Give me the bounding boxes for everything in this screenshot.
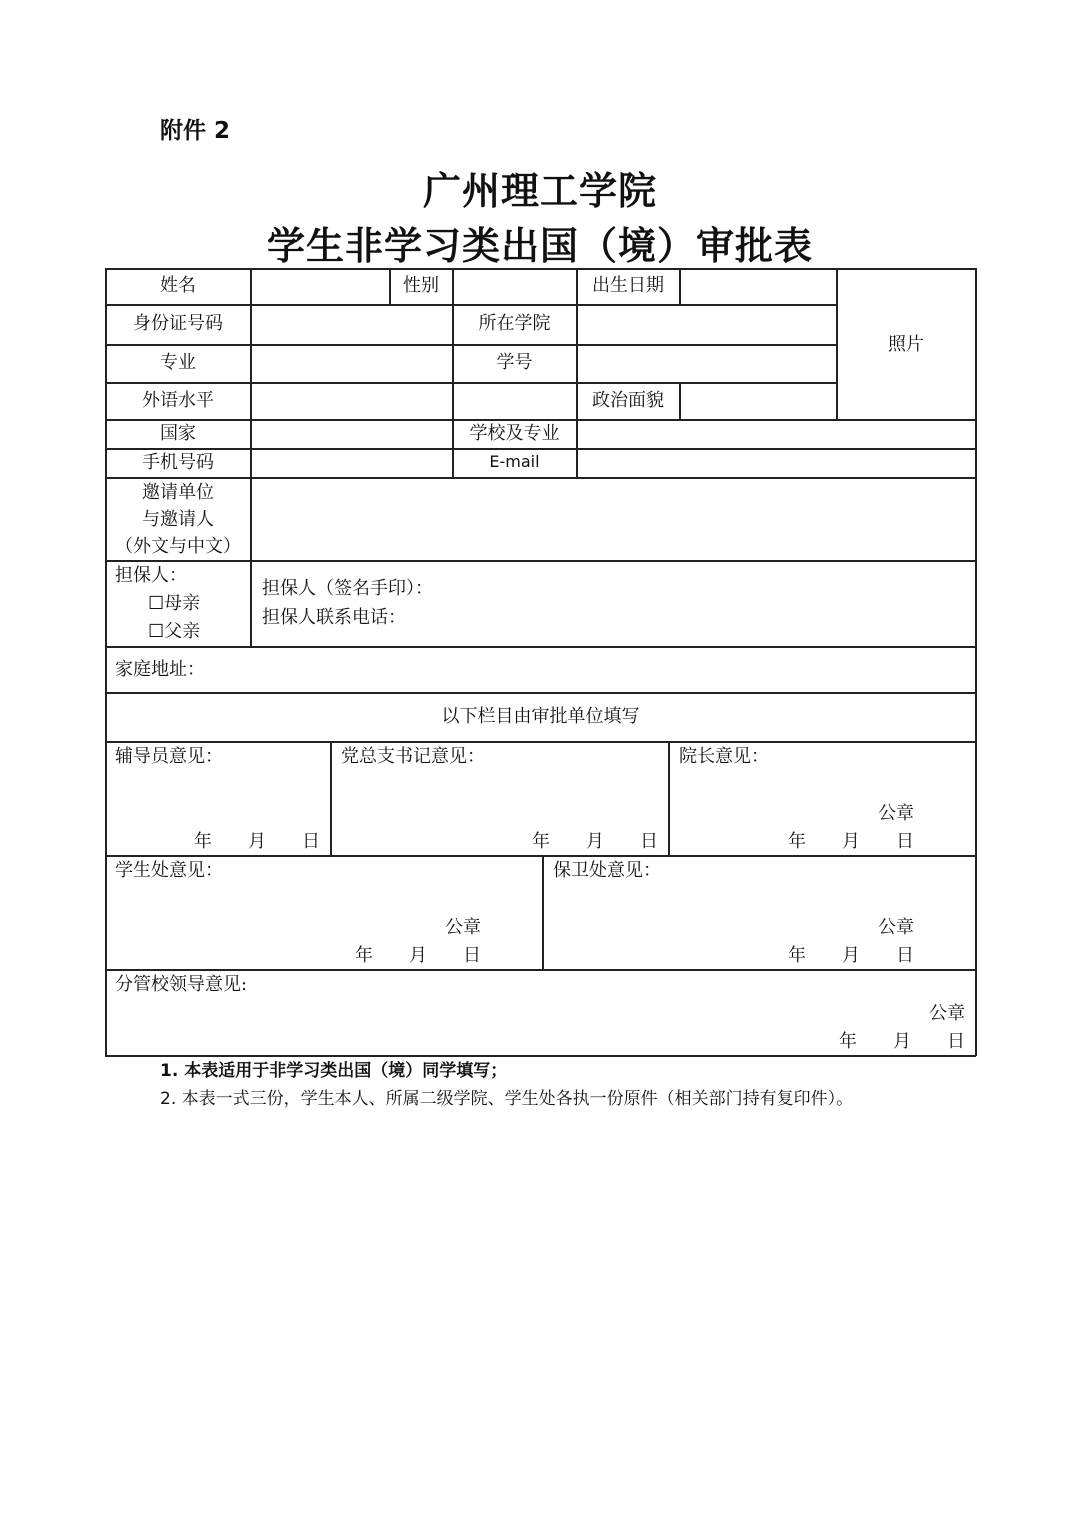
dean-seal: 公章 [878, 803, 914, 824]
label-party-secretary-opinion: 党总支书记意见： [341, 746, 485, 767]
school-leader-date: 年 月 日 [839, 1031, 965, 1052]
birth-date-field[interactable] [681, 270, 835, 303]
label-dean-opinion: 院长意见： [679, 746, 769, 767]
label-inviter-2: 与邀请人 [142, 509, 214, 530]
label-school-major: 学校及专业 [469, 423, 560, 444]
father-checkbox[interactable]: ☐父亲 [148, 621, 201, 642]
student-id-field[interactable] [578, 346, 835, 381]
label-security-opinion: 保卫处意见： [553, 860, 661, 881]
counselor-date: 年 月 日 [194, 831, 320, 852]
email-field[interactable] [578, 450, 974, 476]
label-college: 所在学院 [478, 313, 551, 334]
student-affairs-date: 年 月 日 [355, 945, 481, 966]
party-secretary-date: 年 月 日 [532, 831, 658, 852]
note-1: 1. 本表适用于非学习类出国（境）同学填写； [160, 1061, 508, 1081]
label-birth-date: 出生日期 [592, 275, 664, 296]
label-school-leader-opinion: 分管校领导意见: [115, 974, 248, 995]
label-name: 姓名 [160, 275, 196, 296]
security-date: 年 月 日 [788, 945, 914, 966]
home-address-field[interactable] [210, 648, 974, 691]
id-number-field[interactable] [252, 306, 451, 343]
major-field[interactable] [252, 346, 451, 381]
label-photo: 照片 [888, 334, 924, 355]
mother-checkbox[interactable]: ☐母亲 [148, 593, 201, 614]
label-guarantor-phone: 担保人联系电话： [262, 607, 406, 628]
page-title-school: 广州理工学院 [422, 169, 657, 213]
label-major: 专业 [160, 352, 196, 373]
label-political-status: 政治面貌 [592, 390, 664, 411]
label-phone: 手机号码 [142, 452, 214, 473]
security-seal: 公章 [878, 917, 914, 938]
approval-section-header: 以下栏目由审批单位填写 [441, 706, 640, 727]
dean-date: 年 月 日 [788, 831, 914, 852]
label-gender: 性别 [403, 275, 439, 296]
label-guarantor-sign: 担保人（签名手印）： [262, 578, 433, 599]
attachment-label: 附件 2 [160, 118, 231, 144]
language-level-field[interactable] [252, 384, 575, 418]
phone-field[interactable] [252, 450, 451, 476]
photo-box[interactable] [838, 270, 974, 418]
country-field[interactable] [252, 421, 451, 447]
page-title-form: 学生非学习类出国（境）审批表 [266, 224, 813, 268]
political-status-field[interactable] [681, 384, 835, 418]
label-email: E-mail [489, 452, 540, 471]
gender-field[interactable] [454, 270, 575, 303]
student-affairs-seal: 公章 [445, 917, 481, 938]
label-country: 国家 [160, 423, 196, 444]
label-inviter-3: （外文与中文） [115, 536, 241, 557]
note-2: 2. 本表一式三份，学生本人、所属二级学院、学生处各执一份原件（相关部门持有复印件）。 [160, 1089, 854, 1109]
school-leader-seal: 公章 [929, 1003, 965, 1024]
label-inviter-1: 邀请单位 [142, 482, 214, 503]
label-counselor-opinion: 辅导员意见： [115, 746, 223, 767]
name-field[interactable] [252, 270, 388, 303]
label-student-id: 学号 [496, 352, 533, 373]
label-id-number: 身份证号码 [133, 313, 223, 334]
label-language-level: 外语水平 [142, 390, 214, 411]
inviter-field[interactable] [252, 479, 974, 559]
label-guarantor: 担保人： [115, 565, 187, 586]
school-major-field[interactable] [578, 421, 974, 447]
label-home-address: 家庭地址： [115, 659, 205, 680]
label-student-affairs-opinion: 学生处意见： [115, 860, 223, 881]
college-field[interactable] [578, 306, 835, 343]
